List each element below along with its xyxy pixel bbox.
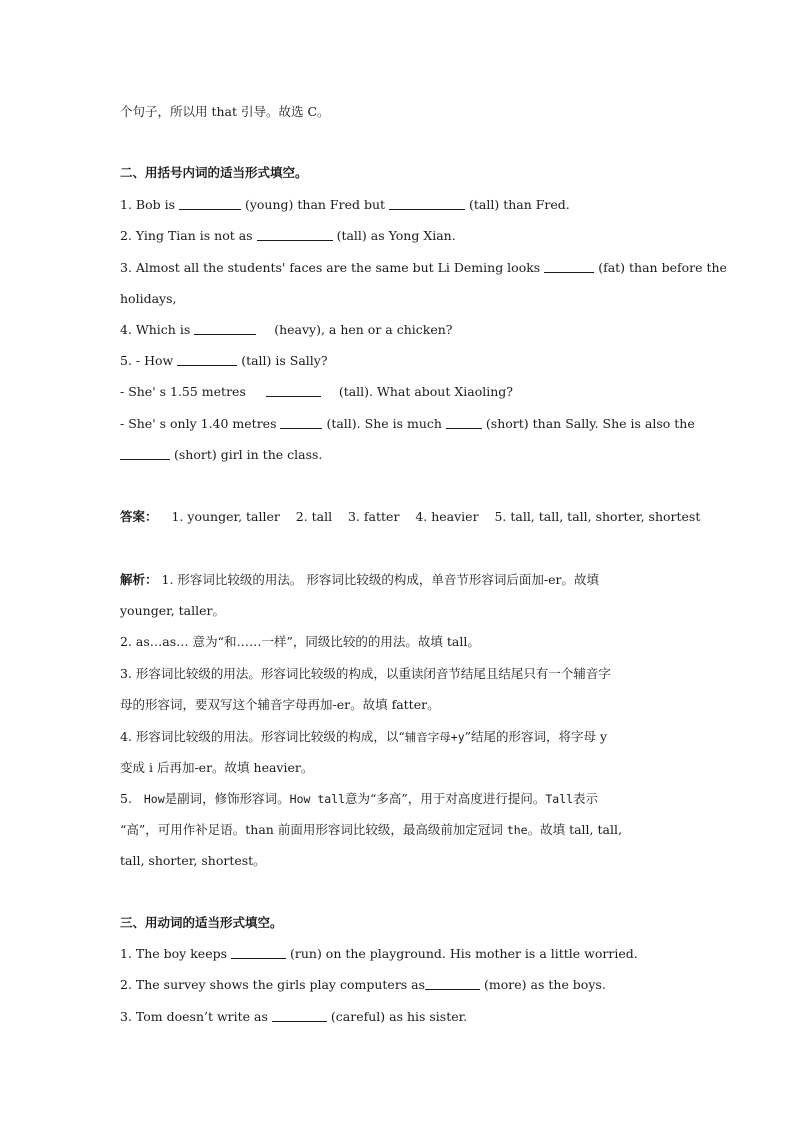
section3-heading: 三、用动词的适当形式填空。 [120,915,283,930]
intro-line [120,104,330,120]
s2-q2-text-b: (tall) as Yong Xian. [336,228,456,243]
s3-q3-text-b: (careful) as his sister. [330,1009,468,1024]
s2-q5b-text-a: - She' s 1.55 metres [120,384,246,399]
analysis-text-1: 1. 形容词比较级的用法。 形容词比较级的构成，单音节形容词后面加-er。故填 [161,572,599,587]
analysis-text-8m3: Tall [545,792,574,806]
analysis-line-2: younger, taller。 [120,603,225,618]
analysis-line-1 [120,572,599,588]
analysis-text-8m1: How [143,792,165,806]
s3-q3-text-a: 3. Tom doesn’t write as [120,1009,268,1024]
analysis-text-9a: “高”，可用作补足语。than 前面用形容词比较级，最高级前加定冠词 [120,822,507,837]
answer-blank[interactable] [120,447,170,460]
answer-blank[interactable] [257,228,333,241]
analysis-line-8 [120,791,598,807]
answer-blank[interactable] [177,353,237,366]
analysis-line-3: 2. as…as… 意为“和……一样”，同级比较的的用法。故填 tall。 [120,634,480,649]
analysis-line-9 [120,822,622,838]
section2-heading: 二、用括号内词的适当形式填空。 [120,165,308,180]
s2-question-4 [120,322,452,338]
s2-question-5-line3 [120,416,695,432]
answer-blank[interactable] [231,946,286,959]
s2-q5b-text-b: (tall). What about Xiaoling? [338,384,513,399]
s3-q2-text-b: (more) as the boys. [484,977,606,992]
s2-q5c-text-c: (short) than Sally. She is also the [485,416,695,431]
analysis-text-8a: 5. [120,791,144,806]
answer-line [120,509,700,525]
answer-blank[interactable] [280,416,322,429]
s3-question-3 [120,1009,467,1025]
s2-q1-text-b: (young) than Fred but [244,197,386,212]
answer-blank[interactable] [194,322,256,335]
s3-question-2 [120,977,606,993]
answer-label: 答案： [120,509,158,524]
s2-q4-text-a: 4. Which is [120,322,191,337]
s3-q1-text-a: 1. The boy keeps [120,946,228,961]
s2-q1-text-a: 1. Bob is [120,197,175,212]
analysis-line-5: 母的形容词，要双写这个辅音字母再加-er。故填 fatter。 [120,697,440,712]
analysis-text-6a: 4. 形容词比较级的用法。形容词比较级的构成，以“ [120,729,405,744]
answer-text: 1. younger, taller 2. tall 3. fatter 4. heavier 5. tall, tall, tall, shorter, shortest [171,509,701,524]
s2-q5c-text-b: (tall). She is much [326,416,442,431]
s2-question-1 [120,197,570,213]
s2-q3-text-c: holidays, [120,291,177,306]
answer-blank[interactable] [389,197,465,210]
s2-question-5-line2 [120,384,513,400]
answer-blank[interactable] [425,977,480,990]
intro-text: 个句子，所以用 that 引导。故选 C。 [120,104,330,119]
answer-blank[interactable] [179,197,241,210]
s2-q5d-text-b: (short) girl in the class. [173,447,323,462]
answer-blank[interactable] [544,260,594,273]
analysis-text-9b: 。故填 tall, tall, [527,822,622,837]
s2-question-2 [120,228,456,244]
analysis-line-7: 变成 i 后再加-er。故填 heavier。 [120,760,314,775]
answer-blank[interactable] [272,1009,327,1022]
analysis-text-8c: 意为“多高”，用于对高度进行提问。 [345,791,546,806]
s3-q1-text-b: (run) on the playground. His mother is a little worried. [289,946,638,961]
s3-q2-text-a: 2. The survey shows the girls play computers as [120,977,426,992]
s2-question-5 [120,353,328,369]
analysis-text-9m: the [506,823,528,837]
answer-blank[interactable] [446,416,482,429]
analysis-label: 解析： [120,572,158,587]
analysis-text-6m: 辅音字母+y [404,730,465,744]
s2-q3-text-b: (fat) than before the [598,260,727,275]
analysis-text-6b: ”结尾的形容词，将字母 y [464,729,608,744]
s2-question-3-cont [120,291,176,307]
s2-q5-text-b: (tall) is Sally? [241,353,328,368]
analysis-line-10: tall, shorter, shortest。 [120,853,266,868]
s2-q1-text-c: (tall) than Fred. [469,197,570,212]
analysis-line-6 [120,729,607,745]
analysis-line-4: 3. 形容词比较级的用法。形容词比较级的构成，以重读闭音节结尾且结尾只有一个辅音字 [120,666,611,681]
analysis-text-8m2: How tall [289,792,346,806]
s3-question-1 [120,946,638,962]
s2-q2-text-a: 2. Ying Tian is not as [120,228,253,243]
s2-q3-text-a: 3. Almost all the students' faces are the same but Li Deming looks [120,260,541,275]
s2-q5-text-a: 5. - How [120,353,174,368]
answer-blank[interactable] [266,384,321,397]
s2-question-3 [120,260,727,276]
s2-q5c-text-a: - She' s only 1.40 metres [120,416,277,431]
analysis-text-8b: 是副词，修饰形容词。 [164,791,290,806]
s2-q4-text-b: (heavy), a hen or a chicken? [274,322,453,337]
analysis-text-8d: 表示 [573,791,599,806]
s2-question-5-line4 [120,447,322,463]
